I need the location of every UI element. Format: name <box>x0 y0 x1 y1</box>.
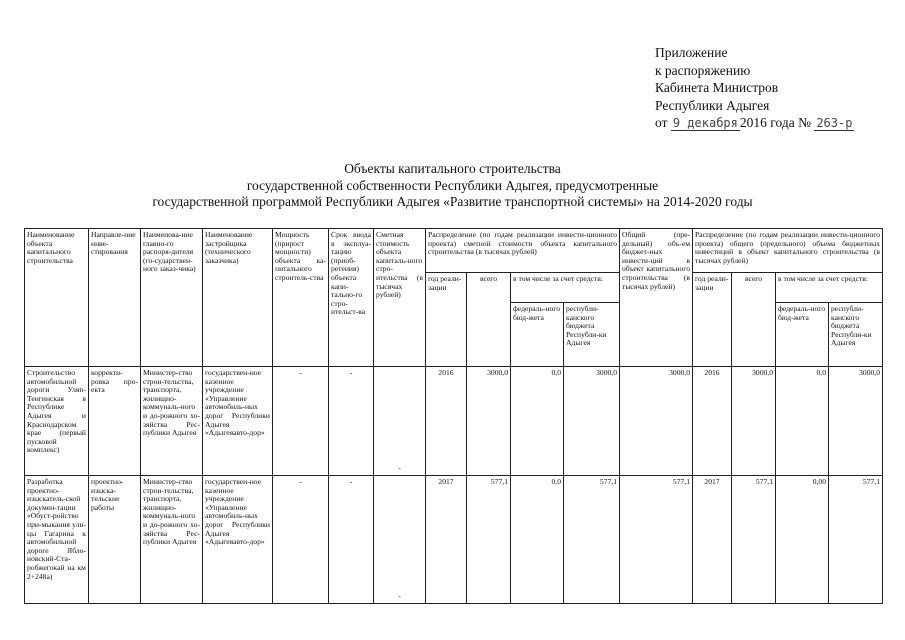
row2-federal-2: 0,00 <box>776 476 829 604</box>
row1-developer: государствен-ное казенное учреждение «Управление автомобиль-ных дорог Республики Адыгея «Адыгеяавто-дор» <box>203 367 273 476</box>
header-main-manager: Наименова-ние главно-го распоря-дителя (го-сударствен-ного заказ-чика) <box>141 229 203 367</box>
appendix-block <box>655 44 854 133</box>
header-incl: в том числе за счет средств: <box>511 273 620 303</box>
row1-capacity: - <box>273 367 329 476</box>
table-row <box>25 476 883 604</box>
row2-year-2: 2017 <box>693 476 732 604</box>
appendix-date-line <box>655 114 854 133</box>
row2-estimate: - <box>374 476 426 604</box>
row2-manager: Министер-ство строи-тельства, транспорта, жилищно-коммуналь-ного и до-рожного хо-зяйства Рес-публики Адыгея <box>141 476 203 604</box>
row2-direction: проектно-изыска-тельские работы <box>89 476 141 604</box>
row1-name: Строительство автомобильной дороги Уляп-Тенгинская в Республике Адыгея и Краснодарском крае (первый пусковой комплекс) <box>25 367 89 476</box>
row2-republic: 577,1 <box>564 476 620 604</box>
row2-name: Разработка проектно-изыскатель-ской докумен-тации «Обуст-ройство при-мыкания ули-цы Гагарина к автомобильной дороге Ябло-новский-Ста-робжегокай на км 2+248а) <box>25 476 89 604</box>
appendix-line-4: Республики Адыгея <box>655 97 770 113</box>
header-republic: республи-канского бюджета Республи-ки Адыгея <box>564 303 620 367</box>
row2-total-2: 577,1 <box>732 476 776 604</box>
date-prefix: от <box>655 115 668 130</box>
title-line-3: государственной программой Республики Адыгея «Развитие транспортной системы» на 2014-2020 годы <box>152 194 753 209</box>
header-year: год реали-зации <box>426 273 467 367</box>
row1-estimate: - <box>374 367 426 476</box>
table-row <box>25 367 883 476</box>
row1-federal-2: 0,0 <box>776 367 829 476</box>
header-general-volume: Общий (пре-дельный) объ-ем бюджет-ных инвести-ций в объект капитального строительства (в тысячах рублей) <box>620 229 693 367</box>
row1-year: 2016 <box>426 367 467 476</box>
row1-total-2: 3000,0 <box>732 367 776 476</box>
header-federal: федераль-ного бюд-жета <box>511 303 564 367</box>
document-title <box>0 161 905 211</box>
header-incl-2: в том числе за счет средств: <box>776 273 883 303</box>
header-term: Срок ввода в эксплуа-тацию (приоб-ретения) объекта капи-тально-го стро-ительст-ва <box>329 229 374 367</box>
header-year-2: год реали-зации <box>693 273 732 367</box>
title-line-2: государственной собственности Республики Адыгея, предусмотренные <box>246 177 659 193</box>
row1-year-2: 2016 <box>693 367 732 476</box>
row1-republic: 3000,0 <box>564 367 620 476</box>
handwritten-number: 263-р <box>816 116 853 130</box>
row2-developer: государствен-ное казенное учреждение «Управление автомобиль-ных дорог Республики Адыгея «Адыгеяавто-дор» <box>203 476 273 604</box>
date-mid: 2016 года № <box>739 115 811 130</box>
row2-republic-2: 577,1 <box>829 476 883 604</box>
header-total-2: всего <box>732 273 776 367</box>
header-distribution-estimate: Распределение (по годам реализации инвести-ционного проекта) сметной стоимости объекта капитального строительства (в тысячах рублей) <box>426 229 620 273</box>
header-direction: Направле-ние инве-стирования <box>89 229 141 367</box>
row2-term: - <box>329 476 374 604</box>
header-total: всего <box>467 273 511 367</box>
header-capacity: Мощность (прирост мощности) объекта ка-питального строитель-ства <box>273 229 329 367</box>
row1-manager: Министер-ство строи-тельства, транспорта, жилищно-коммуналь-ного и до-рожного хо-зяйства Рес-публики Адыгея <box>141 367 203 476</box>
row2-capacity: - <box>273 476 329 604</box>
row1-total: 3000,0 <box>467 367 511 476</box>
header-developer: Наименование застройщика (технического заказчика) <box>203 229 273 367</box>
objects-table <box>24 228 883 604</box>
header-distribution-budget: Распределение (по годам реализации инвести-ционного проекта) общего (предельного) объема бюджетных инвестиций в объект капитального строительства (в тысячах рублей) <box>693 229 883 273</box>
handwritten-date: 9 декабря <box>672 116 738 130</box>
row2-general: 577,1 <box>620 476 693 604</box>
title-line-1: Объекты капитального строительства <box>344 161 561 176</box>
row2-total: 577,1 <box>467 476 511 604</box>
row1-term: - <box>329 367 374 476</box>
header-federal-2: федераль-ного бюд-жета <box>776 303 829 367</box>
header-estimate: Сметная стоимость объекта капиталь-ного стро-ительства (в тысячах рублей) <box>374 229 426 367</box>
row1-general: 3000,0 <box>620 367 693 476</box>
header-republic-2: республи-канского бюджета Республи-ки Адыгея <box>829 303 883 367</box>
appendix-line-3: Кабинета Министров <box>655 80 779 95</box>
appendix-line-1: Приложение <box>655 45 728 60</box>
appendix-line-2: к распоряжению <box>655 62 751 78</box>
row1-direction: корректи-ровка про-екта <box>89 367 141 476</box>
row2-federal: 0,0 <box>511 476 564 604</box>
header-name: Наименование объекта капитального строительства <box>25 229 89 367</box>
row1-federal: 0,0 <box>511 367 564 476</box>
row1-republic-2: 3000,0 <box>829 367 883 476</box>
row2-year: 2017 <box>426 476 467 604</box>
